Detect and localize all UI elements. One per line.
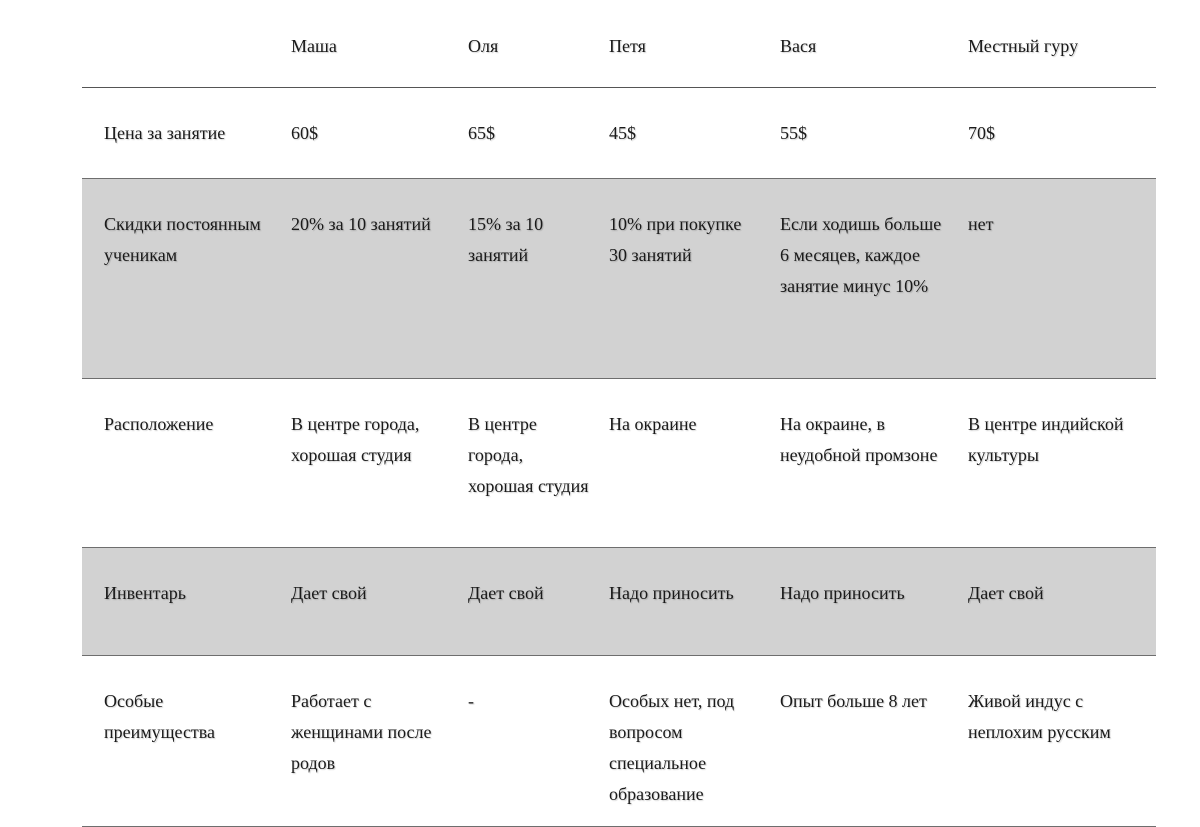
table-cell: В центре города, хорошая студия (468, 414, 589, 496)
table-row-benefits (82, 656, 1156, 827)
header-row (82, 0, 1156, 88)
table-cell: Надо приносить (609, 583, 734, 603)
table-cell: Живой индус с неплохим русским (968, 691, 1111, 742)
row-label-discount: Скидки постоянным ученикам (104, 214, 261, 265)
table-cell: В центре города, хорошая студия (291, 414, 420, 465)
header-empty-cell (82, 0, 286, 88)
table-cell: 60$ (291, 123, 318, 143)
table-cell: Особых нет, под вопросом специальное образование (609, 691, 735, 804)
header-local-guru: Местный гуру (963, 0, 1156, 88)
table-cell: 70$ (968, 123, 995, 143)
table-cell: 55$ (780, 123, 807, 143)
table-cell: Работает с женщинами после родов (291, 691, 432, 773)
table-cell: 15% за 10 занятий (468, 214, 544, 265)
table-cell: 65$ (468, 123, 495, 143)
table-cell: На окраине, в неудобной промзоне (780, 414, 938, 465)
row-label-location: Расположение (104, 414, 214, 434)
table-cell: На окраине (609, 414, 697, 434)
comparison-table (82, 0, 1156, 827)
table-row-price (82, 88, 1156, 179)
table-cell: 45$ (609, 123, 636, 143)
table-cell: - (468, 691, 474, 711)
table-cell: нет (968, 214, 994, 234)
header-masha: Маша (286, 0, 463, 88)
table-cell: Если ходишь больше 6 месяцев, каждое занятие минус 10% (780, 214, 942, 296)
header-vasya: Вася (775, 0, 963, 88)
table-cell: Дает свой (291, 583, 367, 603)
table-row-location (82, 379, 1156, 548)
table-row-discount (82, 179, 1156, 379)
table-cell: В центре индийской культуры (968, 414, 1124, 465)
table-cell: Опыт больше 8 лет (780, 691, 927, 711)
table-cell: Дает свой (968, 583, 1044, 603)
header-petya: Петя (604, 0, 775, 88)
row-label-benefits: Особые преимущества (104, 691, 216, 742)
table-cell: 10% при покупке 30 занятий (609, 214, 742, 265)
header-olya: Оля (463, 0, 604, 88)
table-row-inventory (82, 548, 1156, 656)
table-cell: Дает свой (468, 583, 544, 603)
table-cell: Надо приносить (780, 583, 905, 603)
row-label-price: Цена за занятие (104, 123, 226, 143)
table-cell: 20% за 10 занятий (291, 214, 431, 234)
row-label-inventory: Инвентарь (104, 583, 186, 603)
